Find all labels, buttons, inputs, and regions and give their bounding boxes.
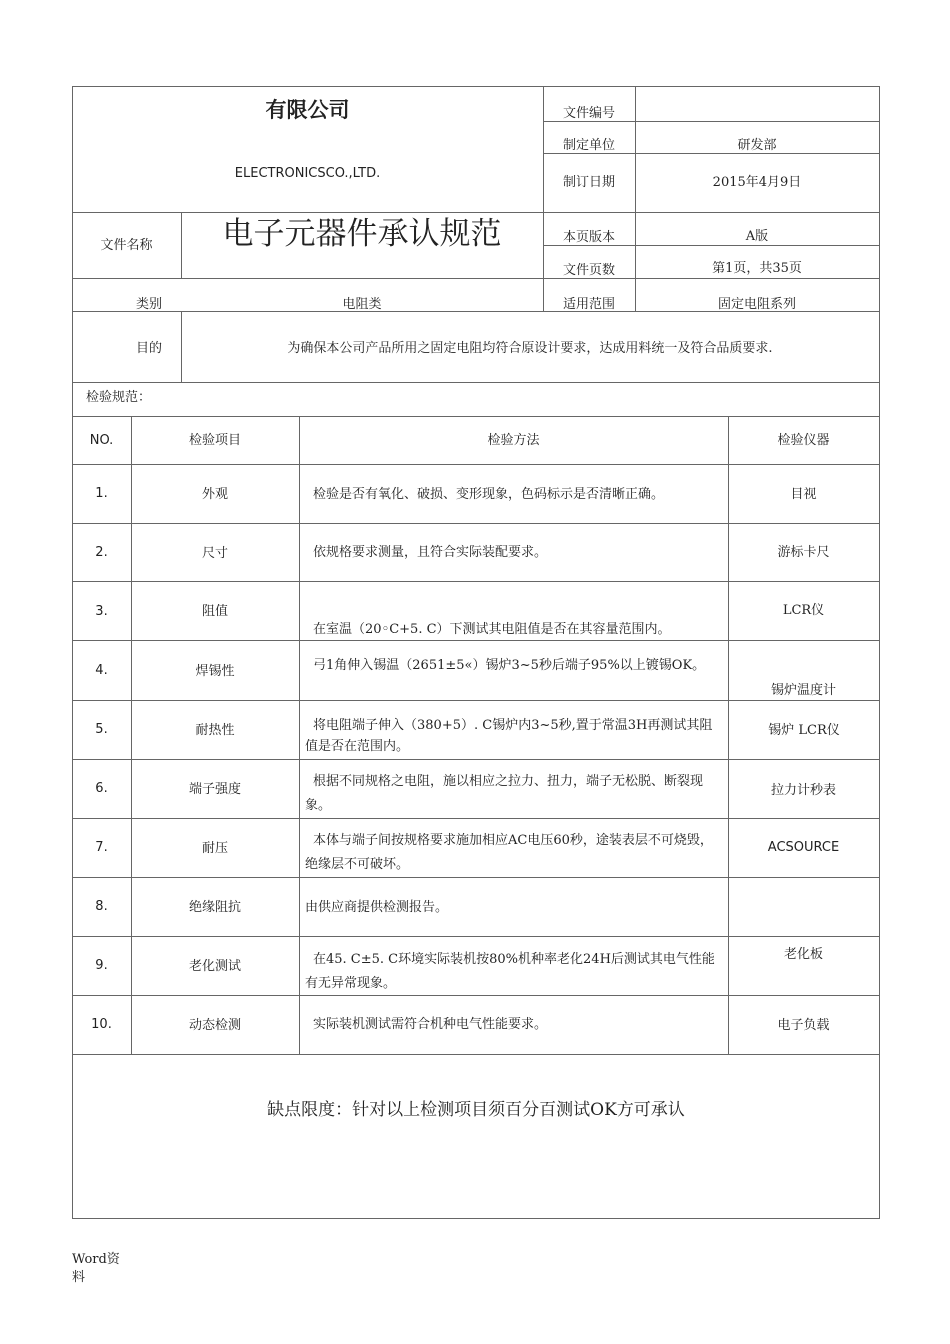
scope-value: 固定电阻系列 — [717, 297, 796, 312]
row-item: 动态检测 — [188, 1018, 241, 1033]
border — [72, 700, 880, 701]
row-method: 依规格要求测量，且符合实际装配要求。 — [313, 545, 548, 560]
border — [72, 278, 880, 279]
border — [72, 464, 880, 465]
col-header-no: NO. — [89, 433, 114, 448]
row-instrument: 锡炉 LCR仪 — [768, 723, 840, 738]
pages-value: 第1页，共35页 — [712, 261, 802, 276]
defect-limit-text: 缺点限度：针对以上检测项目须百分百测试OK方可承认 — [267, 1100, 685, 1120]
border — [72, 818, 880, 819]
row-no: 2. — [95, 545, 108, 560]
col-header-instrument: 检验仪器 — [777, 433, 830, 448]
company-name-cn: 有限公司 — [265, 98, 350, 122]
row-method: 弓1角伸入锡温（2651±5«）锡炉3~5秒后端子95%以上镀锡OK。 — [313, 658, 706, 673]
row-no: 4. — [95, 663, 108, 678]
border — [635, 86, 636, 311]
row-method: 实际装机测试需符合机种电气性能要求。 — [313, 1017, 548, 1032]
row-no: 8. — [95, 899, 108, 914]
row-item: 耐压 — [201, 841, 228, 856]
row-instrument: 老化板 — [783, 947, 823, 962]
row-item: 尺寸 — [201, 546, 228, 561]
row-method: 本体与端子间按规格要求施加相应AC电压60秒，途装表层不可烧毁，绝缘层不可破坏。 — [305, 833, 713, 872]
border — [879, 86, 880, 1219]
border — [72, 86, 73, 1219]
border — [72, 759, 880, 760]
purpose-label: 目的 — [136, 341, 163, 356]
company-name-en: ELECTRONICSCO.,LTD. — [234, 166, 381, 181]
row-no: 6. — [95, 781, 108, 796]
row-item: 绝缘阻抗 — [188, 900, 241, 915]
border — [299, 416, 300, 1054]
row-method: 检验是否有氧化、破损、变形现象，色码标示是否清晰正确。 — [313, 487, 665, 502]
border — [72, 86, 880, 87]
pages-label: 文件页数 — [562, 263, 615, 278]
row-item: 外观 — [201, 487, 228, 502]
border — [72, 936, 880, 937]
row-no: 9. — [95, 958, 108, 973]
col-header-item: 检验项目 — [188, 433, 241, 448]
border — [72, 212, 880, 213]
row-item: 阻值 — [201, 604, 228, 619]
border — [72, 877, 880, 878]
row-instrument: ACSOURCE — [767, 840, 840, 855]
row-no: 1. — [95, 486, 108, 501]
row-instrument: 游标卡尺 — [777, 545, 830, 560]
row-method: 由供应商提供检测报告。 — [305, 900, 449, 915]
row-no: 3. — [95, 604, 108, 619]
border — [72, 581, 880, 582]
row-no: 7. — [95, 840, 108, 855]
row-item: 耐热性 — [195, 723, 235, 738]
version-value: A版 — [745, 229, 769, 244]
version-label: 本页版本 — [562, 230, 615, 245]
row-item: 焊锡性 — [195, 664, 235, 679]
doc-name-label: 文件名称 — [100, 238, 153, 253]
row-method: 根据不同规格之电阻，施以相应之拉力、扭力，端子无松脱、断裂现象。 — [305, 774, 704, 813]
border — [72, 640, 880, 641]
category-label: 类别 — [136, 297, 163, 312]
col-header-method: 检验方法 — [487, 433, 540, 448]
border — [72, 416, 880, 417]
row-item: 老化测试 — [188, 959, 241, 974]
category-value: 电阻类 — [342, 297, 382, 312]
row-method: 将电阻端子伸入（380+5）. C锡炉内3~5秒,置于常温3H再测试其阻值是否在范围内。 — [305, 718, 713, 754]
row-instrument: 目视 — [790, 487, 817, 502]
row-no: 10. — [91, 1017, 112, 1032]
purpose-value: 为确保本公司产品所用之固定电阻均符合原设计要求，达成用料统一及符合品质要求. — [287, 341, 773, 356]
row-instrument: LCR仪 — [782, 603, 825, 618]
footer-text: Word资料 — [72, 1252, 120, 1285]
border — [72, 1218, 880, 1219]
row-method: 在室温（20◦C+5. C）下测试其电阻值是否在其容量范围内。 — [313, 622, 671, 637]
row-instrument: 锡炉温度计 — [770, 683, 836, 698]
row-method: 在45. C±5. C环境实际装机按80%机种率老化24H后测试其电气性能有无异常现象。 — [305, 952, 715, 991]
date-label: 制订日期 — [562, 175, 615, 190]
row-instrument: 电子负载 — [777, 1018, 830, 1033]
border — [72, 523, 880, 524]
row-no: 5. — [95, 722, 108, 737]
spec-label: 检验规范： — [86, 390, 152, 405]
border — [72, 382, 880, 383]
unit-label: 制定单位 — [562, 138, 615, 153]
date-value: 2015年4月9日 — [712, 175, 802, 190]
row-instrument: 拉力计秒表 — [770, 783, 836, 798]
doc-title: 电子元器件承认规范 — [222, 216, 502, 252]
row-item: 端子强度 — [188, 782, 241, 797]
doc-number-label: 文件编号 — [562, 106, 615, 121]
border — [72, 1054, 880, 1055]
unit-value: 研发部 — [737, 138, 777, 153]
scope-label: 适用范围 — [562, 297, 615, 312]
